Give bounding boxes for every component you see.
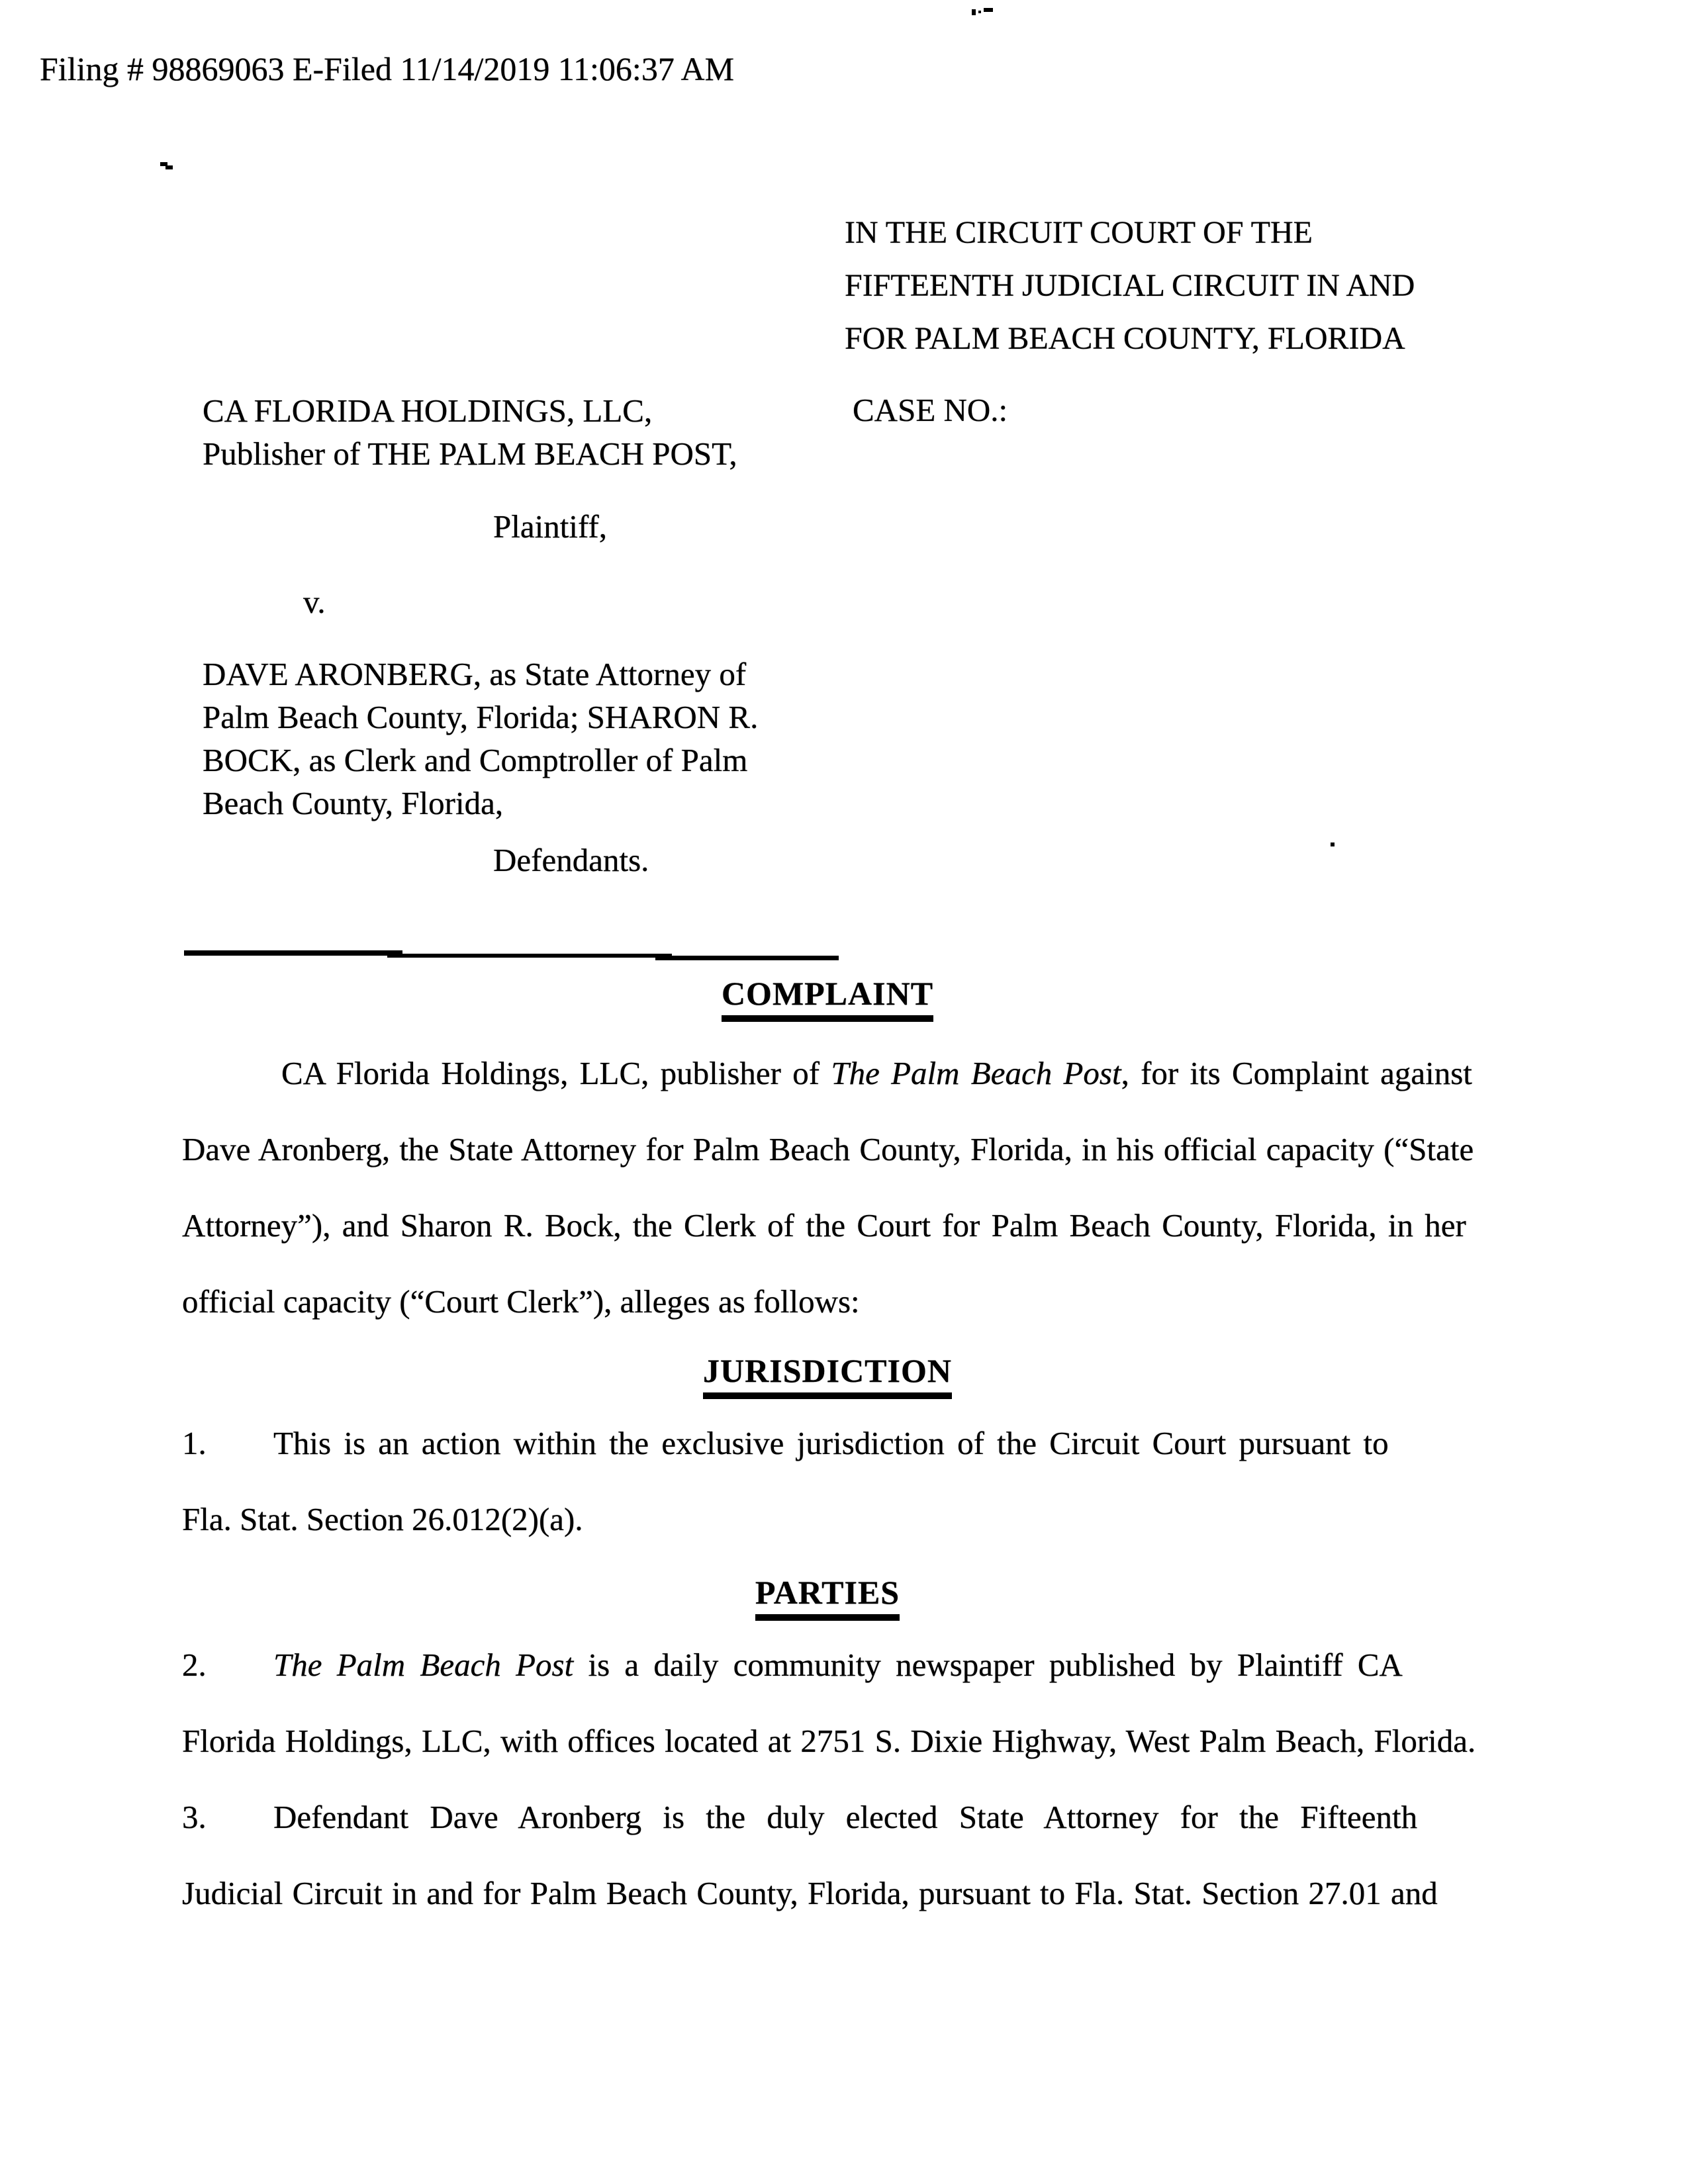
scan-artifact-dot	[1331, 842, 1335, 846]
jurisdiction-para1-line1	[182, 1424, 1446, 1462]
intro-line1-italic: The Palm Beach Post	[831, 1055, 1121, 1091]
plaintiff-role: Plaintiff,	[493, 508, 607, 545]
jurisdiction-para1-text: This is an action within the exclusive jurisdiction of the Circuit Court pursuant to	[273, 1425, 1389, 1461]
intro-line1	[182, 1054, 1546, 1092]
court-header-line3: FOR PALM BEACH COUNTY, FLORIDA	[845, 321, 1405, 356]
parties-para3-line2: Judicial Circuit in and for Palm Beach County, Florida, pursuant to Fla. Stat. Section 27.01 and	[182, 1875, 1438, 1911]
intro-line2: Dave Aronberg, the State Attorney for Palm Beach County, Florida, in his official capacity (“State	[182, 1131, 1474, 1167]
court-header-line1: IN THE CIRCUIT COURT OF THE	[845, 215, 1313, 250]
case-number-label: CASE NO.:	[853, 392, 1008, 428]
jurisdiction-heading: JURISDICTION	[703, 1351, 952, 1399]
versus: v.	[303, 584, 326, 620]
court-header-line2: FIFTEENTH JUDICIAL CIRCUIT IN AND	[845, 268, 1415, 303]
court-header	[845, 206, 1415, 365]
paragraph-number-2: 2.	[182, 1647, 207, 1683]
paragraph-number-3: 3.	[182, 1799, 207, 1835]
parties-para2-line1	[182, 1646, 1446, 1684]
plaintiff-name	[203, 389, 737, 475]
parties-para3-line1	[182, 1798, 1446, 1836]
efiling-stamp: Filing # 98869063 E-Filed 11/14/2019 11:06:37 AM	[40, 50, 735, 87]
plaintiff-name-line1: CA FLORIDA HOLDINGS, LLC,	[203, 392, 653, 429]
parties-para2-line2: Florida Holdings, LLC, with offices located at 2751 S. Dixie Highway, West Palm Beach, Florida.	[182, 1723, 1476, 1759]
defendants-line1: DAVE ARONBERG, as State Attorney of	[203, 656, 747, 692]
complaint-title-row	[185, 974, 1470, 1022]
intro-line1-pre: CA Florida Holdings, LLC, publisher of	[281, 1055, 831, 1091]
intro-line3: Attorney”), and Sharon R. Bock, the Clerk of the Court for Palm Beach County, Florida, in her	[182, 1207, 1466, 1244]
defendants-line4: Beach County, Florida,	[203, 785, 504, 821]
plaintiff-name-line2: Publisher of THE PALM BEACH POST,	[203, 435, 737, 472]
intro-line1-post: , for its Complaint against	[1121, 1055, 1472, 1091]
defendants-role: Defendants.	[493, 842, 649, 878]
parties-heading: PARTIES	[755, 1573, 900, 1621]
defendants-line3: BOCK, as Clerk and Comptroller of Palm	[203, 742, 748, 778]
defendants-line2: Palm Beach County, Florida; SHARON R.	[203, 699, 759, 735]
parties-para2-italic: The Palm Beach Post	[273, 1647, 574, 1683]
jurisdiction-para1-line2: Fla. Stat. Section 26.012(2)(a).	[182, 1501, 583, 1537]
jurisdiction-heading-row	[185, 1351, 1470, 1399]
intro-line4: official capacity (“Court Clerk”), alleges as follows:	[182, 1283, 860, 1320]
paragraph-number-1: 1.	[182, 1425, 207, 1461]
parties-para2-text: is a daily community newspaper published by Plaintiff CA	[573, 1647, 1403, 1683]
parties-heading-row	[185, 1573, 1470, 1621]
parties-para3-text: Defendant Dave Aronberg is the duly elected State Attorney for the Fifteenth	[273, 1799, 1418, 1835]
complaint-title: COMPLAINT	[722, 974, 933, 1022]
defendants-name	[203, 653, 758, 825]
